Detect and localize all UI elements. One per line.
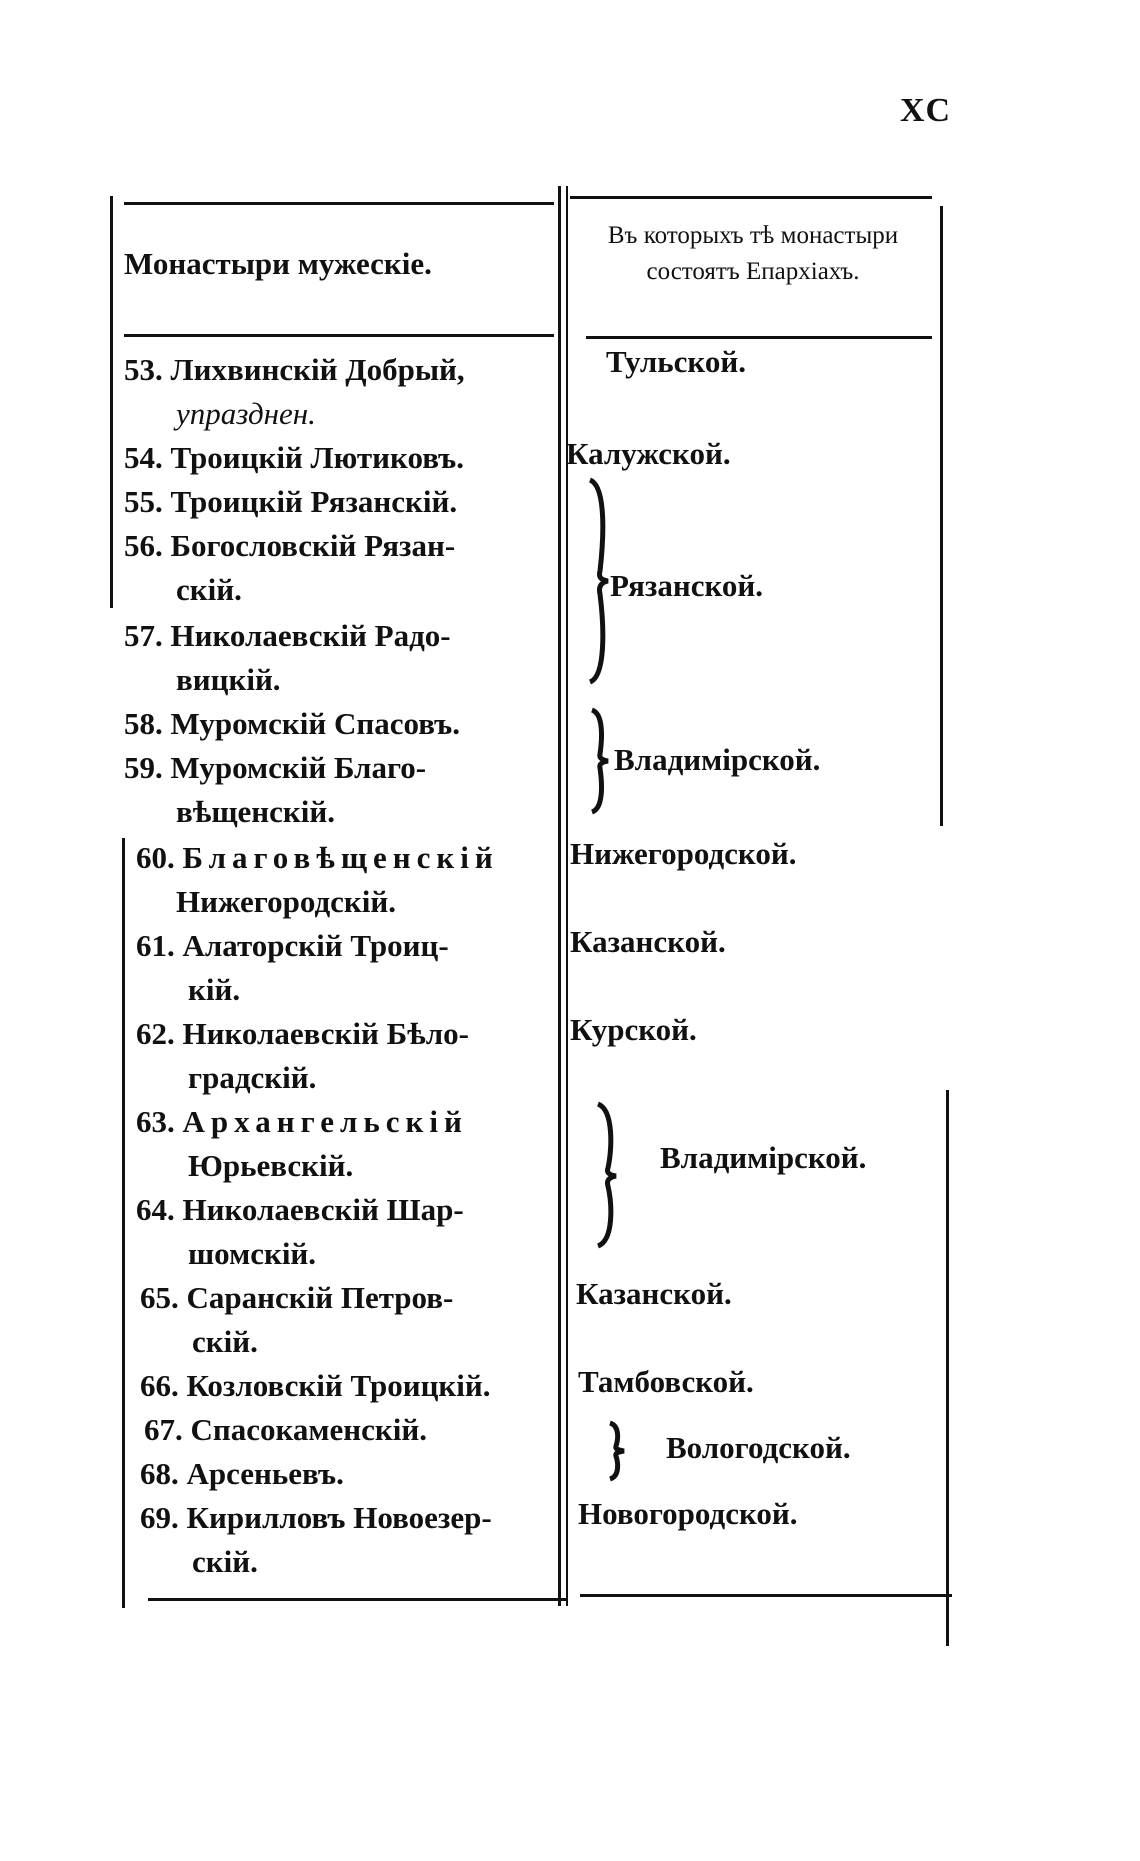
diocese-label: Нижегородской.: [570, 836, 797, 871]
column-divider: [558, 186, 561, 1606]
entry-number: 54.: [124, 440, 163, 475]
list-item: [136, 1100, 468, 1188]
header-rule-left: [124, 334, 554, 337]
entry-name-continued: скій.: [192, 1324, 258, 1359]
entry-number: 56.: [124, 528, 163, 563]
header-rule-right: [586, 336, 932, 339]
entry-name: Лихвинскій Добрый,: [170, 352, 465, 387]
entry-number: 53.: [124, 352, 163, 387]
list-item: [124, 480, 457, 524]
entry-name: Арсеньевъ.: [186, 1456, 344, 1491]
curly-brace-icon: [590, 1100, 622, 1250]
entry-number: 57.: [124, 618, 163, 653]
entry-name: Троицкій Рязанскій.: [170, 484, 458, 519]
entry-number: 65.: [140, 1280, 179, 1315]
diocese-label: Владимірской.: [614, 742, 821, 777]
entry-name: Муромскій Благо-: [170, 750, 427, 785]
page-number: XC: [900, 92, 952, 129]
top-rule-right: [570, 196, 932, 199]
diocese-label: Новогородской.: [578, 1496, 798, 1531]
diocese-label: Курской.: [570, 1012, 697, 1047]
entry-name-continued: кій.: [188, 972, 241, 1007]
list-item: [124, 348, 465, 436]
diocese-label: Тамбовской.: [578, 1364, 754, 1399]
list-item: [136, 924, 449, 1012]
entry-name-continued: скій.: [192, 1544, 258, 1579]
entry-name: Саранскій Петров-: [186, 1280, 454, 1315]
list-item: [136, 1012, 469, 1100]
entry-number: 62.: [136, 1016, 175, 1051]
top-rule-left: [124, 202, 554, 205]
entry-number: 61.: [136, 928, 175, 963]
entry-name-continued: Нижегородскій.: [176, 884, 396, 919]
entry-number: 64.: [136, 1192, 175, 1227]
entry-name: Николаевскій Шар-: [182, 1192, 464, 1227]
curly-brace-icon: [584, 476, 614, 686]
left-column-header: Монастыри мужескіе.: [124, 246, 432, 281]
entry-name: Троицкій Лютиковъ.: [170, 440, 464, 475]
entry-name: Благовѣщенскій: [182, 840, 499, 875]
list-item: [124, 614, 451, 702]
entry-name-continued: Юрьевскій.: [188, 1148, 354, 1183]
left-border-lower: [122, 838, 125, 1608]
bottom-rule-left: [148, 1598, 568, 1601]
list-item: [124, 746, 426, 834]
diocese-label: Рязанской.: [610, 568, 764, 603]
entry-number: 58.: [124, 706, 163, 741]
list-item: [140, 1452, 344, 1496]
list-item: [140, 1276, 453, 1364]
entry-number: 68.: [140, 1456, 179, 1491]
list-item: [124, 702, 460, 746]
entry-number: 67.: [144, 1412, 183, 1447]
entry-name: Архангельскій: [182, 1104, 468, 1139]
list-item: [136, 836, 499, 924]
curly-brace-icon: [604, 1420, 628, 1482]
right-border-lower: [946, 1090, 949, 1646]
entry-number: 60.: [136, 840, 175, 875]
entry-name-continued: скій.: [176, 572, 242, 607]
list-item: [124, 436, 464, 480]
left-border: [110, 196, 113, 608]
column-divider-inner: [566, 186, 568, 1606]
list-item: [124, 524, 455, 612]
diocese-label: Калужской.: [566, 436, 731, 471]
right-column-header: Въ которыхъ тѣ монастыри состоятъ Епархіахъ.: [607, 222, 899, 285]
entry-number: 66.: [140, 1368, 179, 1403]
entry-name: Муромскій Спасовъ.: [170, 706, 460, 741]
entry-name-continued: шомскій.: [188, 1236, 317, 1271]
entry-name-continued: градскій.: [188, 1060, 317, 1095]
right-border: [940, 206, 943, 826]
entry-name: Алаторскій Троиц-: [182, 928, 449, 963]
bottom-rule-right: [580, 1594, 952, 1597]
diocese-label: Тульской.: [606, 344, 746, 379]
entry-number: 69.: [140, 1500, 179, 1535]
diocese-label: Казанской.: [570, 924, 726, 959]
list-item: [136, 1188, 464, 1276]
list-item: [144, 1408, 427, 1452]
entry-name-continued: вицкій.: [176, 662, 281, 697]
entry-name: Козловскій Троицкій.: [186, 1368, 491, 1403]
entry-name: Николаевскій Радо-: [170, 618, 451, 653]
entry-name: Богословскій Рязан-: [170, 528, 456, 563]
entry-name: Кирилловъ Новоезер-: [186, 1500, 492, 1535]
entry-name: Николаевскій Бѣло-: [182, 1016, 469, 1051]
entry-name-continued: вѣщенскій.: [176, 794, 335, 829]
list-item: [140, 1496, 492, 1584]
list-item: [140, 1364, 491, 1408]
entry-name: Спасокаменскій.: [190, 1412, 427, 1447]
entry-number: 63.: [136, 1104, 175, 1139]
entry-number: 55.: [124, 484, 163, 519]
entry-note: упразднен.: [176, 396, 316, 431]
diocese-label: Владимірской.: [660, 1140, 867, 1175]
curly-brace-icon: [586, 706, 612, 816]
diocese-label: Казанской.: [576, 1276, 732, 1311]
diocese-label: Вологодской.: [666, 1430, 851, 1465]
entry-number: 59.: [124, 750, 163, 785]
